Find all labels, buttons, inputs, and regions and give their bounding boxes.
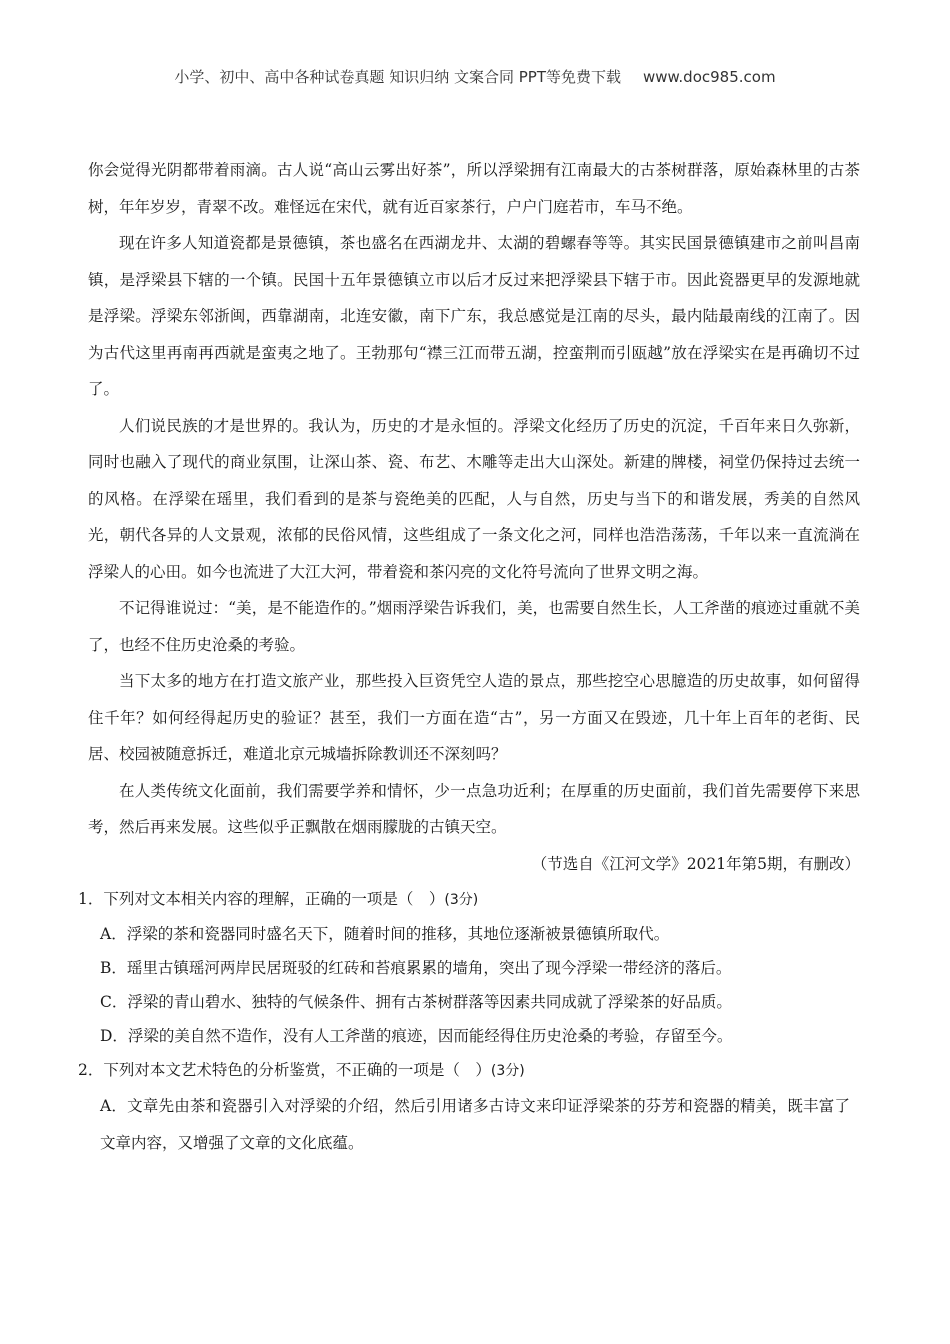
- question-1: [78, 882, 860, 1053]
- source-citation: （节选自《江河文学》2021年第5期，有删改）: [531, 854, 860, 873]
- article-body: [78, 152, 860, 1161]
- question-points: (3分): [490, 1063, 525, 1079]
- header-url[interactable]: www.doc985.com: [642, 68, 776, 86]
- paragraph-4: 不记得谁说过：“美，是不能造作的。”烟雨浮梁告诉我们，美，也需要自然生长，人工斧凿的痕迹过重就不美了，也经不住历史沧桑的考验。: [88, 599, 860, 654]
- header-title: 小学、初中、高中各种试卷真题 知识归纳 文案合同 PPT等免费下载: [174, 68, 621, 86]
- option-c: C．浮梁的青山碧水、独特的气候条件、拥有古茶树群落等因素共同成就了浮梁茶的好品质。: [100, 993, 732, 1011]
- option-a: A．文章先由茶和瓷器引入对浮梁的介绍，然后引用诸多古诗文来印证浮梁茶的芬芳和瓷器的精美，既丰富了文章内容，又增强了文章的文化底蕴。: [100, 1097, 850, 1152]
- option-a: A．浮梁的茶和瓷器同时盛名天下，随着时间的推移，其地位逐渐被景德镇所取代。: [100, 925, 670, 943]
- page-header: [0, 66, 950, 87]
- question-points: (3分): [444, 892, 479, 908]
- question-2: [78, 1053, 860, 1161]
- option-b: B．瑶里古镇瑶河两岸民居斑驳的红砖和苔痕累累的墙角，突出了现今浮梁一带经济的落后。: [100, 959, 732, 977]
- question-stem: [78, 882, 850, 917]
- question-stem: [78, 1053, 850, 1088]
- option-d: D．浮梁的美自然不造作，没有人工斧凿的痕迹，因而能经得住历史沧桑的考验，存留至今。: [100, 1027, 733, 1045]
- paragraph-3: 人们说民族的才是世界的。我认为，历史的才是永恒的。浮梁文化经历了历史的沉淀，千百年来日久弥新，同时也融入了现代的商业氛围，让深山茶、瓷、布艺、木雕等走出大山深处。新建的牌楼，祠堂仍保持过去统一的风格。在浮梁在瑶里，我们看到的是茶与瓷绝美的匹配，人与自然，历史与当下的和谐发展，秀美的自然风光，朝代各异的人文景观，浓郁的民俗风情，这些组成了一条文化之河，同样也浩浩荡荡，千年以来一直流淌在浮梁人的心田。如今也流进了大江大河，带着瓷和茶闪亮的文化符号流向了世界文明之海。: [88, 416, 860, 581]
- question-stem-text: 1．下列对文本相关内容的理解，正确的一项是（ ）: [78, 890, 445, 908]
- paragraph-2: 现在许多人知道瓷都是景德镇，茶也盛名在西湖龙井、太湖的碧螺春等等。其实民国景德镇建市之前叫昌南镇，是浮梁县下辖的一个镇。民国十五年景德镇立市以后才反过来把浮梁县下辖于市。因此瓷器更早的发源地就是浮梁。浮梁东邻浙闽，西靠湖南，北连安徽，南下广东，我总感觉是江南的尽头，最内陆最南线的江南了。因为古代这里再南再西就是蛮夷之地了。王勃那句“襟三江而带五湖，控蛮荆而引瓯越”放在浮梁实在是再确切不过了。: [88, 234, 860, 398]
- question-stem-text: 2．下列对本文艺术特色的分析鉴赏，不正确的一项是（ ）: [78, 1061, 491, 1079]
- paragraph-5: 当下太多的地方在打造文旅产业，那些投入巨资凭空人造的景点，那些挖空心思臆造的历史故事，如何留得住千年？如何经得起历史的验证？甚至，我们一方面在造“古”，另一方面又在毁迹，几十年上百年的老街、民居、校园被随意拆迁，难道北京元城墙拆除教训还不深刻吗？: [88, 672, 860, 763]
- paragraph-6: 在人类传统文化面前，我们需要学养和情怀，少一点急功近利；在厚重的历史面前，我们首先需要停下来思考，然后再来发展。这些似乎正飘散在烟雨朦胧的古镇天空。: [88, 781, 860, 836]
- paragraph-1: 你会觉得光阴都带着雨滴。古人说“高山云雾出好茶”，所以浮梁拥有江南最大的古茶树群落，原始森林里的古茶树，年年岁岁，青翠不改。难怪远在宋代，就有近百家茶行，户户门庭若市，车马不绝。: [88, 161, 860, 216]
